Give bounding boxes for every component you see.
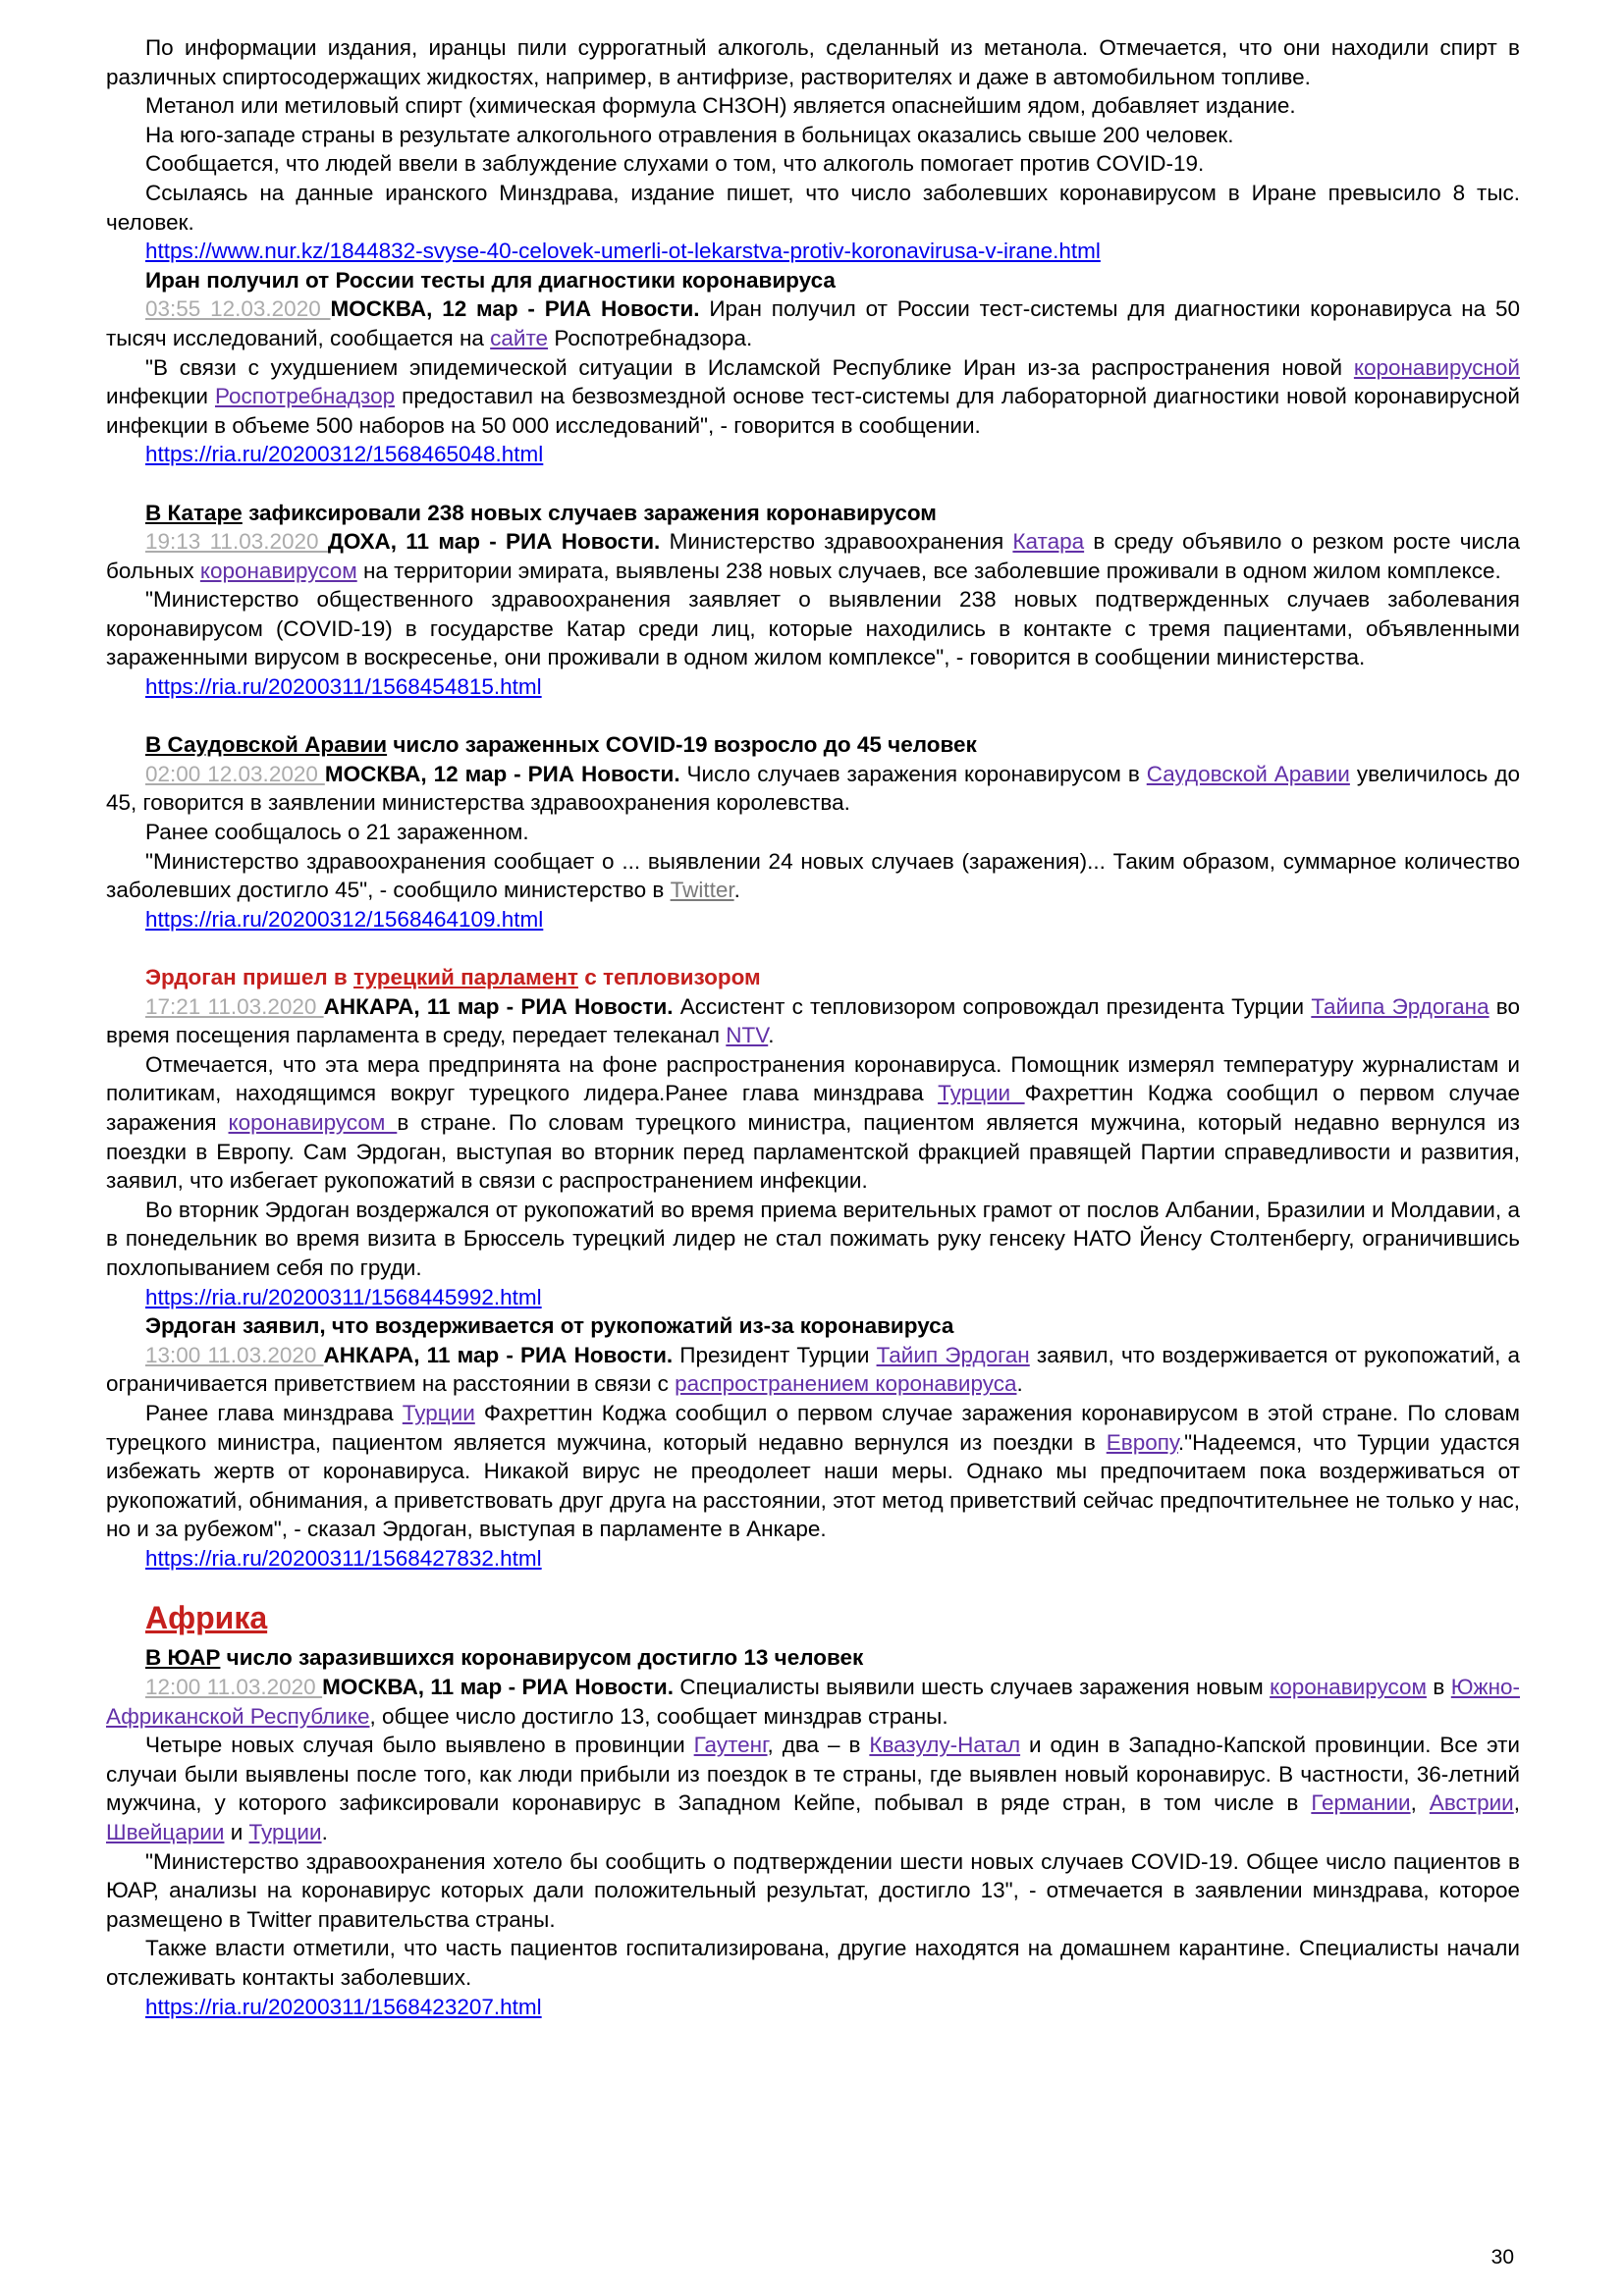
text-run: На юго-западе страны в результате алкогольного отравления в больницах оказались свыше 200 человек. <box>145 122 1234 147</box>
text-run: Ассистент с тепловизором сопровождал президента Турции <box>673 993 1312 1019</box>
hyperlink[interactable]: https://ria.ru/20200311/1568445992.html <box>145 1284 542 1309</box>
text-run: "В связи с ухудшением эпидемической ситуации в Исламской Республике Иран из-за распространения новой <box>145 354 1354 380</box>
paragraph <box>106 294 1520 352</box>
text-run: предоставил на безвозмездной основе тест-системы для лабораторной диагностики новой коронавирусной инфекции в объеме 500 наборов на 50 000 исследований", - говорится в сообщении. <box>106 384 1521 438</box>
source-url-line <box>106 672 1520 702</box>
text-run: Роспотребнадзора. <box>548 325 753 350</box>
timestamp: 19:13 11.03.2020 <box>145 529 328 555</box>
hyperlink[interactable]: Южно-Африканской Республике <box>106 1675 1520 1729</box>
hyperlink[interactable]: сайте <box>490 325 549 350</box>
bold-text-run: Иран получил от России тесты для диагностики коронавируса <box>145 267 836 293</box>
paragraph <box>106 91 1520 121</box>
text-run: Фахреттин Коджа сообщил о первом случае заражения <box>106 1081 1520 1135</box>
hyperlink[interactable]: коронавирусной <box>1353 354 1520 380</box>
hyperlink[interactable]: https://ria.ru/20200311/1568427832.html <box>145 1545 542 1571</box>
text-run: По информации издания, иранцы пили суррогатный алкоголь, сделанный из метанола. Отмечается, что они находили спирт в различных спиртосодержащих жидкостях, например, в антифризе, растворителях и даже в автомобильном топливе. <box>106 35 1520 89</box>
bold-text-run: Эрдоган заявил, что воздерживается от рукопожатий из-за коронавируса <box>145 1313 954 1339</box>
paragraph <box>106 179 1520 237</box>
hyperlink[interactable]: Саудовской Аравии <box>1146 761 1350 786</box>
paragraph <box>106 1050 1520 1196</box>
hyperlink[interactable]: Twitter <box>670 878 734 903</box>
source-url-line <box>106 1544 1520 1574</box>
hyperlink[interactable]: коронавирусом <box>1270 1675 1427 1700</box>
hyperlink[interactable]: Турции <box>248 1820 322 1845</box>
bold-underlined-text-run: В ЮАР <box>145 1645 221 1671</box>
text-run: Фахреттин Коджа сообщил о первом случае заражения коронавирусом в этой стране. По словам турецкого министра, пациентом является мужчина, который недавно вернулся из поездки в <box>106 1400 1521 1455</box>
text-run: Ранее глава минздрава <box>145 1400 403 1425</box>
hyperlink[interactable]: Европу <box>1106 1429 1178 1455</box>
text-run: заявил, что воздерживается от рукопожатий, а ограничивается приветствием на расстоянии в связи с <box>106 1342 1521 1397</box>
hyperlink[interactable]: Австрии <box>1429 1790 1514 1816</box>
bold-text-run: МОСКВА, 11 мар - РИА Новости. <box>322 1675 674 1700</box>
text-run: . <box>321 1820 328 1845</box>
hyperlink[interactable]: Тайип Эрдоган <box>876 1342 1030 1367</box>
text-run: Число случаев заражения коронавирусом в <box>679 761 1147 786</box>
hyperlink[interactable]: https://ria.ru/20200311/1568454815.html <box>145 674 542 700</box>
source-url-line <box>106 905 1520 934</box>
article-headline-erdogan-thermal <box>106 963 1520 992</box>
hyperlink[interactable]: Квазулу-Натал <box>869 1733 1021 1758</box>
text-run: Также власти отметили, что часть пациентов госпитализирована, другие находятся на домашнем карантине. Специалисты начали отслеживать контакты заболевших. <box>106 1936 1520 1990</box>
spacer <box>106 934 1520 963</box>
hyperlink[interactable]: Швейцарии <box>106 1820 225 1845</box>
text-run: Президент Турции <box>673 1342 877 1367</box>
text-run: , <box>1410 1790 1430 1816</box>
text-run: и <box>224 1820 249 1845</box>
article-headline-saudi <box>106 730 1520 760</box>
text-run: , <box>1513 1790 1520 1816</box>
text-run: . <box>1016 1371 1023 1397</box>
hyperlink[interactable]: Германии <box>1311 1790 1411 1816</box>
timestamp: 17:21 11.03.2020 <box>145 993 324 1019</box>
hyperlink[interactable]: Роспотребнадзор <box>214 384 396 409</box>
article-headline-qatar <box>106 499 1520 528</box>
hyperlink[interactable]: NTV <box>726 1023 769 1048</box>
text-run: на территории эмирата, выявлены 238 новых случаев, все заболевшие проживали в одном жилом комплексе. <box>356 558 1501 583</box>
text-run: во время посещения парламента в среду, передает телеканал <box>106 993 1521 1048</box>
hyperlink[interactable]: коронавирусом <box>199 558 357 583</box>
hyperlink[interactable]: турецкий парламент <box>353 965 578 989</box>
text-run: увеличилось до 45, говорится в заявлении министерства здравоохранения королевства. <box>106 761 1520 816</box>
hyperlink[interactable]: https://www.nur.kz/1844832-svyse-40-celovek-umerli-ot-lekarstva-protiv-koronavirusa-v-irane.html <box>145 239 1101 264</box>
article-headline-south-africa <box>106 1643 1520 1673</box>
bold-text-run: АНКАРА, 11 мар - РИА Новости. <box>323 1342 674 1367</box>
hyperlink[interactable]: https://ria.ru/20200312/1568465048.html <box>145 442 544 467</box>
text-run: , общее число достигло 13, сообщает минздрав страны. <box>369 1703 948 1729</box>
bold-text-run: число зараженных COVID-19 возросло до 45 человек <box>387 732 977 758</box>
text-run: Метанол или метиловый спирт (химическая формула СН3ОН) является опаснейшим ядом, добавляет издание. <box>145 93 1296 119</box>
bold-text-run: зафиксировали 238 новых случаев заражения коронавирусом <box>242 500 937 525</box>
paragraph <box>106 847 1520 905</box>
timestamp: 12:00 11.03.2020 <box>145 1675 323 1700</box>
bold-underlined-text-run: В Катаре <box>145 500 243 525</box>
paragraph <box>106 1847 1520 1935</box>
text-run: . <box>733 878 740 903</box>
text-run: Во вторник Эрдоган воздержался от рукопожатий во время приема верительных грамот от послов Албании, Бразилии и Молдавии, а в понедельник во время визита в Брюссель турецкий лидер не стал пожимать руку генсеку НАТО Йенсу Столтенбергу, ограничившись похлопыванием себя по груди. <box>106 1197 1520 1280</box>
text-run: Ссылаясь на данные иранского Минздрава, издание пишет, что число заболевших коронавирусом в Иране превысило 8 тыс. человек. <box>106 180 1520 235</box>
spacer <box>106 469 1520 499</box>
paragraph <box>106 1399 1520 1544</box>
text-run: в стране. По словам турецкого министра, пациентом является мужчина, который недавно вернулся из поездки в Европу. Сам Эрдоган, выступая во вторник перед парламентской фракцией правящей Партии справедливости и развития, заявил, что избегает рукопожатий в связи с распространением инфекции. <box>106 1109 1520 1194</box>
timestamp: 03:55 12.03.2020 <box>145 296 331 322</box>
paragraph <box>106 1196 1520 1283</box>
source-url-line <box>106 1993 1520 2022</box>
hyperlink[interactable]: https://ria.ru/20200312/1568464109.html <box>145 906 544 932</box>
text-run: и один в Западно-Капской провинции. Все эти случаи были выявлены после того, как люди прибыли из поездок в те страны, где выявлен новый коронавирус. В частности, 36-летний мужчина, у которого зафиксировали коронавирус в Западном Кейпе, побывал в ряде стран, в том числе в <box>106 1733 1520 1816</box>
bold-text-run: число заразившихся коронавирусом достигло 13 человек <box>220 1645 864 1671</box>
paragraph <box>106 1673 1520 1731</box>
text-run: Четыре новых случая было выявлено в провинции <box>145 1733 694 1758</box>
paragraph <box>106 527 1520 585</box>
text-run: Отмечается, что эта мера предпринята на фоне распространения коронавируса. Помощник измерял температуру журналистам и политикам, находящимся вокруг турецкого лидера.Ранее глава минздрава <box>106 1051 1520 1106</box>
paragraph <box>106 1934 1520 1992</box>
bold-underlined-text-run: В Саудовской Аравии <box>145 732 388 758</box>
hyperlink[interactable]: распространением коронавируса <box>675 1371 1017 1397</box>
hyperlink[interactable]: Катара <box>1012 529 1085 555</box>
article-headline-iran-tests <box>106 266 1520 295</box>
source-url-line <box>106 440 1520 469</box>
paragraph <box>106 760 1520 818</box>
text-run: в <box>1426 1675 1451 1700</box>
paragraph <box>106 992 1520 1050</box>
paragraph <box>106 1731 1520 1846</box>
paragraph <box>106 353 1520 441</box>
hyperlink[interactable]: https://ria.ru/20200311/1568423207.html <box>145 1994 542 2019</box>
paragraph <box>106 818 1520 847</box>
text-run: в среду объявило о резком росте числа больных <box>106 529 1520 583</box>
text-run: Министерство здравоохранения <box>660 529 1013 555</box>
text-run: инфекции <box>106 384 215 409</box>
source-url-line <box>106 237 1520 266</box>
text-run: "Министерство здравоохранения сообщает о ... выявлении 24 новых случаев (заражения)... Таким образом, суммарное количество заболевших достигло 45", - сообщило министерство в <box>106 848 1520 903</box>
text-run: Специалисты выявили шесть случаев заражения новым <box>673 1675 1271 1700</box>
text-run: Иран получил от России тест-системы для диагностики коронавируса на 50 тысяч исследований, сообщается на <box>106 296 1520 350</box>
source-url-line <box>106 1283 1520 1312</box>
hyperlink[interactable]: Турции <box>402 1400 475 1425</box>
section-heading-africa <box>106 1598 1520 1637</box>
timestamp: 13:00 11.03.2020 <box>145 1342 324 1367</box>
hyperlink[interactable]: Африка <box>145 1600 268 1636</box>
paragraph <box>106 33 1520 91</box>
timestamp: 02:00 12.03.2020 <box>145 761 325 786</box>
bold-text-run: АНКАРА, 11 мар - РИА Новости. <box>323 993 674 1019</box>
paragraph <box>106 149 1520 179</box>
text-run: Ранее сообщалось о 21 зараженном. <box>145 820 529 845</box>
text-run: , два – в <box>767 1733 870 1758</box>
text-run: "Министерство здравоохранения хотело бы сообщить о подтверждении шести новых случаев COVID-19. Общее число пациентов в ЮАР, анализы на коронавирус которых дали положительный результат, достигло 13", - отмечается в заявлении минздрава, которое размещено в Twitter правительства страны. <box>106 1848 1520 1932</box>
paragraph <box>106 121 1520 150</box>
hyperlink[interactable]: Тайипа Эрдогана <box>1311 993 1489 1019</box>
paragraph <box>106 585 1520 672</box>
page-number: 30 <box>1490 2246 1514 2269</box>
bold-text-run: ДОХА, 11 мар - РИА Новости. <box>327 529 661 555</box>
hyperlink[interactable]: коронавирусом <box>228 1109 398 1135</box>
document-body <box>106 33 1520 2021</box>
hyperlink[interactable]: Турции <box>938 1081 1025 1106</box>
text-run: "Министерство общественного здравоохранения заявляет о выявлении 238 новых подтвержденных случаев заболевания коронавирусом (COVID-19) в государстве Катар среди лиц, которые находились в контакте с тремя пациентами, объявленными зараженными вирусом в воскресенье, они проживали в одном жилом комплексе", - говорится в сообщении министерства. <box>106 587 1520 670</box>
red-text-run: с тепловизором <box>577 965 761 989</box>
text-run: . <box>768 1023 775 1048</box>
bold-text-run: МОСКВА, 12 мар - РИА Новости. <box>330 296 700 322</box>
spacer <box>106 702 1520 731</box>
bold-text-run: МОСКВА, 12 мар - РИА Новости. <box>324 761 680 786</box>
red-text-run: Эрдоган пришел в <box>145 965 354 989</box>
article-headline-erdogan-handshakes <box>106 1311 1520 1341</box>
text-run: ."Надеемся, что Турции удастся избежать жертв от коронавируса. Никакой вирус не преодолеет наши меры. Однако мы предпочитаем пока воздерживаться от рукопожатий, обнимания, а приветствовать друг друга на расстоянии, этот метод приветствий сейчас предпочтительнее не только у нас, но и за рубежом", - сказал Эрдоган, выступая в парламенте в Анкаре. <box>106 1429 1520 1542</box>
text-run: Сообщается, что людей ввели в заблуждение слухами о том, что алкоголь помогает против COVID-19. <box>145 151 1205 177</box>
hyperlink[interactable]: Гаутенг <box>693 1733 768 1758</box>
paragraph <box>106 1341 1520 1399</box>
